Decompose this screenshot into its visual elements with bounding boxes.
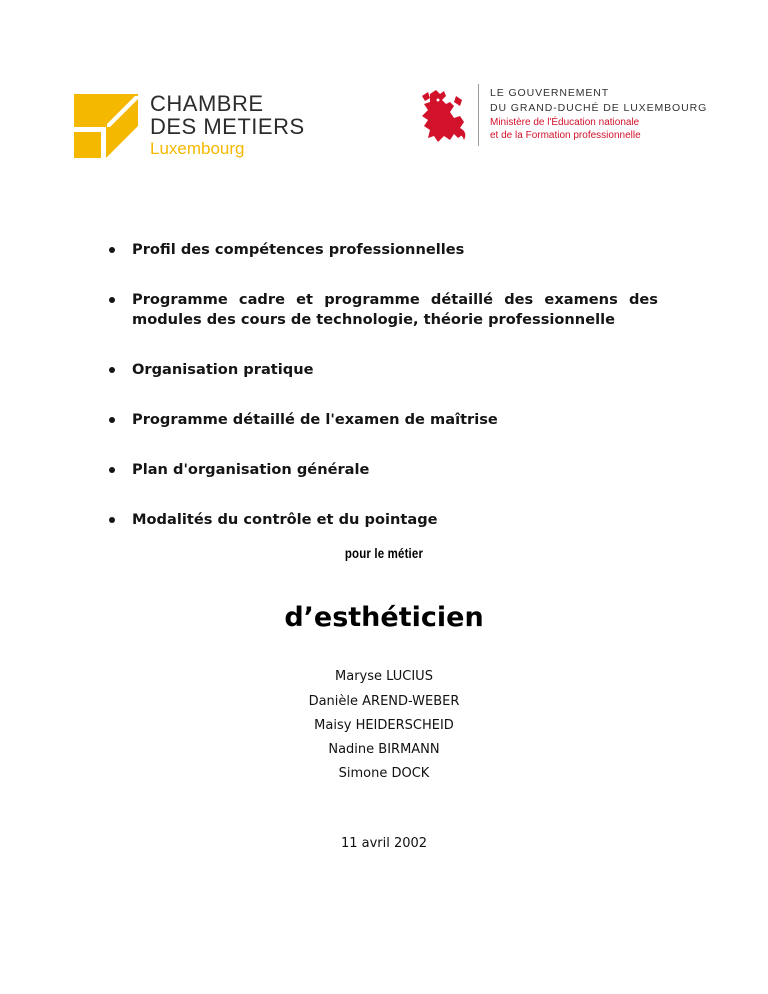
gov-logo-line2: DU GRAND-DUCHÉ DE LUXEMBOURG — [490, 102, 708, 114]
list-item-text: Plan d'organisation générale — [132, 461, 370, 478]
list-item — [108, 290, 658, 330]
chambre-des-metiers-logo — [74, 92, 334, 158]
profession-title: d’esthéticien — [284, 602, 484, 633]
bullet-icon — [109, 467, 115, 473]
government-logo — [416, 84, 716, 150]
list-item — [108, 410, 658, 430]
logo-separator — [478, 84, 479, 146]
author-name: Simone DOCK — [338, 766, 430, 781]
list-item-text: Programme cadre et programme détaillé des examens des modules des cours de technologie, théorie professionnelle — [132, 291, 658, 328]
list-item — [108, 510, 658, 530]
author-name: Maisy HEIDERSCHEID — [314, 718, 454, 733]
red-lion-icon — [416, 88, 468, 144]
author-name: Danièle AREND-WEBER — [308, 694, 460, 709]
list-item — [108, 360, 658, 380]
gov-logo-line3: Ministère de l'Éducation nationale — [490, 117, 640, 128]
cdm-logo-line2: DES METIERS — [150, 114, 305, 139]
list-item — [108, 460, 658, 480]
list-item-text: Organisation pratique — [132, 361, 314, 378]
gov-logo-line1: LE GOUVERNEMENT — [490, 87, 610, 99]
list-item-text: Modalités du contrôle et du pointage — [132, 511, 438, 528]
author-name: Nadine BIRMANN — [328, 742, 440, 757]
gov-logo-line4: et de la Formation professionnelle — [490, 130, 641, 141]
bullet-icon — [109, 297, 115, 303]
list-item-text: Programme détaillé de l'examen de maîtrise — [132, 411, 498, 428]
author-name: Maryse LUCIUS — [335, 669, 433, 684]
cdm-logo-line3: Luxembourg — [150, 139, 245, 158]
bullet-icon — [109, 367, 115, 373]
contents-list — [108, 240, 658, 530]
cdm-logo-line1: CHAMBRE — [150, 91, 264, 116]
bullet-icon — [109, 247, 115, 253]
list-item-text: Profil des compétences professionnelles — [132, 241, 465, 258]
bullet-icon — [109, 417, 115, 423]
chambre-des-metiers-logo-icon — [74, 94, 138, 158]
list-item — [108, 240, 658, 260]
document-date: 11 avril 2002 — [340, 836, 428, 851]
subtitle: pour le métier — [344, 545, 424, 561]
bullet-icon — [109, 517, 115, 523]
